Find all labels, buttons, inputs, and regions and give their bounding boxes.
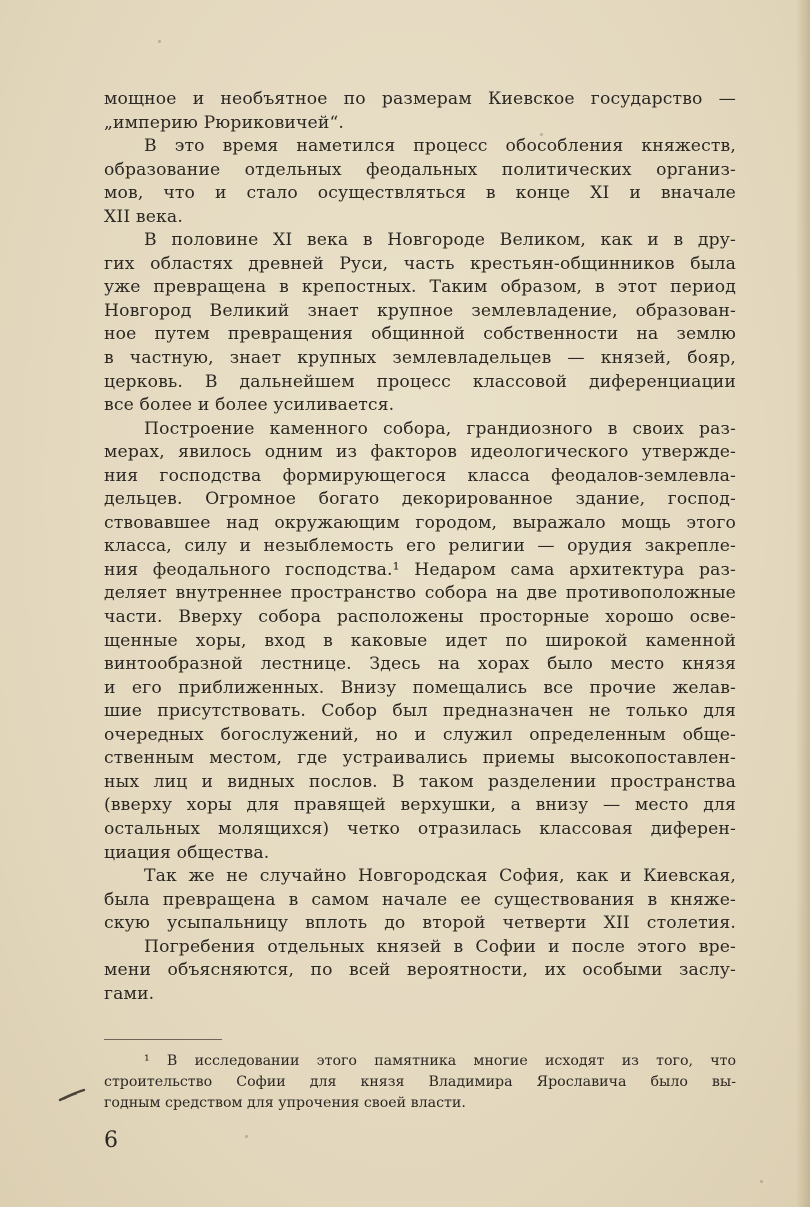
text-line: все более и более усиливается. — [104, 395, 395, 416]
text-line: церковь. В дальнейшем процесс классовой диференциации — [104, 371, 736, 392]
text-line: ния феодального господства.¹ Недаром сама архитектура раз- — [104, 559, 736, 580]
paper-speck — [158, 40, 161, 43]
text-line: скую усыпальницу вплоть до второй четверти XII столетия. — [104, 913, 736, 934]
main-text — [104, 88, 736, 1006]
footnote-line: годным средством для упрочения своей власти. — [104, 1095, 466, 1111]
text-line: гих областях древней Руси, часть крестьян-общинников была — [104, 253, 736, 274]
text-line: В половине XI века в Новгороде Великом, как и в дру- — [144, 230, 736, 251]
paper-speck — [760, 1180, 763, 1183]
text-line: шие присутствовать. Собор был предназначен не только для — [104, 701, 736, 722]
text-line: уже превращена в крепостных. Таким образом, в этот период — [104, 277, 736, 298]
page-number: 6 — [104, 1128, 118, 1153]
paper-speck — [540, 133, 543, 136]
text-line: и его приближенных. Внизу помещались все прочие желав- — [104, 677, 736, 698]
footnote-rule — [104, 1039, 222, 1040]
text-line: мощное и необъятное по размерам Киевское государство — — [104, 89, 736, 109]
text-line: Погребения отдельных князей в Софии и после этого вре- — [144, 936, 736, 957]
text-line: ное путем превращения общинной собственности на землю — [104, 324, 736, 345]
text-line: винтообразной лестнице. Здесь на хорах было место князя — [104, 654, 736, 675]
text-line: мерах, явилось одним из факторов идеологического утвержде- — [104, 442, 736, 463]
paper-speck — [245, 1135, 248, 1138]
text-line: была превращена в самом начале ее существования в княже- — [104, 889, 736, 910]
text-line: Построение каменного собора, грандиозного в своих раз- — [144, 418, 736, 439]
text-line: мов, что и стало осуществляться в конце XI и вначале — [104, 183, 736, 204]
text-line: Новгород Великий знает крупное землевладение, образован- — [104, 300, 736, 321]
text-line: класса, силу и незыблемость его религии — орудия закрепле- — [104, 536, 736, 557]
text-line: „империю Рюриковичей“. — [104, 112, 344, 133]
text-line: в частную, знает крупных землевладельцев — князей, бояр, — [104, 348, 736, 369]
text-line: (вверху хоры для правящей верхушки, а внизу — место для — [104, 795, 736, 816]
text-line: мени объясняются, по всей вероятности, их особыми заслу- — [104, 960, 736, 981]
text-line: щенные хоры, вход в каковые идет по широкой каменной — [104, 630, 736, 651]
text-line: Так же не случайно Новгородская София, как и Киевская, — [144, 866, 736, 887]
text-line: ствовавшее над окружающим городом, выражало мощь этого — [104, 512, 736, 533]
text-line: деляет внутреннее пространство собора на две противоположные — [104, 583, 736, 604]
text-line: дельцев. Огромное богато декорированное здание, господ- — [104, 489, 736, 510]
text-line: В это время наметился процесс обособления княжеств, — [144, 136, 736, 157]
footnote-line: ¹ В исследовании этого памятника многие исходят из того, что — [144, 1053, 736, 1069]
text-line: гами. — [104, 983, 155, 1004]
text-line: ственным местом, где устраивались приемы высокопоставлен- — [104, 748, 736, 769]
text-line: ных лиц и видных послов. В таком разделении пространства — [104, 771, 736, 792]
text-line: ния господства формирующегося класса феодалов-землевла- — [104, 465, 736, 486]
pencil-mark-icon — [58, 1088, 86, 1102]
footnote — [104, 1051, 736, 1114]
footnote-line: строительство Софии для князя Владимира Ярославича было вы- — [104, 1074, 736, 1090]
text-line: XII века. — [104, 206, 183, 227]
text-line: циация общества. — [104, 842, 270, 863]
text-line: остальных молящихся) четко отразилась классовая диферен- — [104, 818, 736, 839]
text-line: части. Вверху собора расположены просторные хорошо осве- — [104, 607, 736, 628]
text-line: очередных богослужений, но и служил определенным обще- — [104, 724, 736, 745]
text-line: образование отдельных феодальных политических организ- — [104, 159, 736, 180]
